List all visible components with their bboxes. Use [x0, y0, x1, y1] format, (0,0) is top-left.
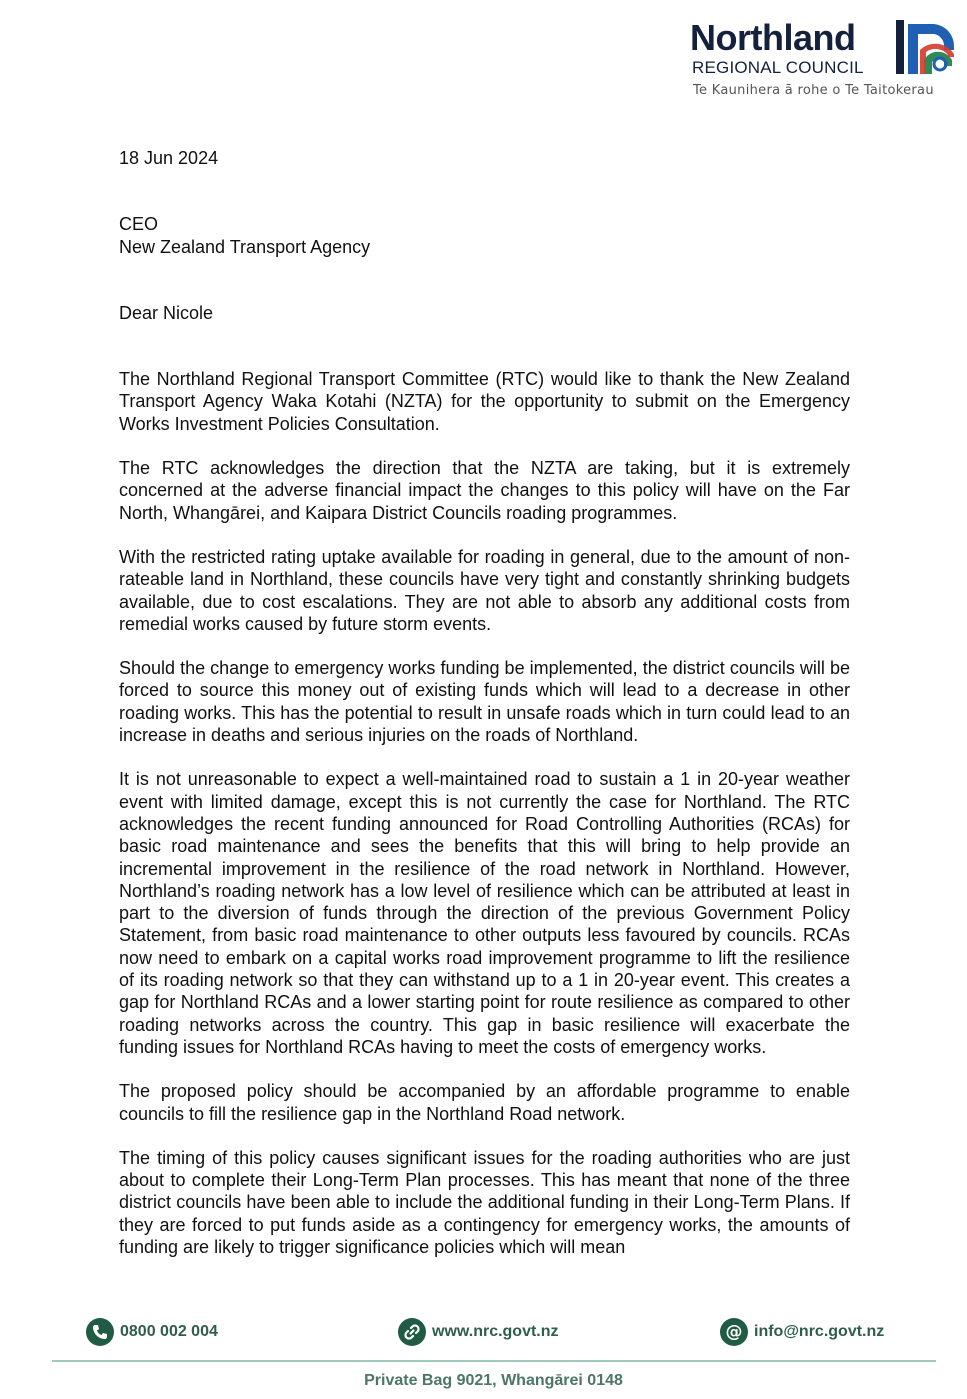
logo-name: Northland [690, 17, 856, 58]
paragraph: Should the change to emergency works funding be implemented, the district councils will be forced to source this money out of existing funds which will lead to a decrease in other roading works. This has the potential to result in unsafe roads which in turn could lead to an increase in deaths and serious injuries on the roads of Northland. [119, 658, 850, 746]
paragraph: The Northland Regional Transport Committee (RTC) would like to thank the New Zealand Transport Agency Waka Kotahi (NZTA) for the opportunity to submit on the Emergency Works Investment Policies Consultation. [119, 369, 850, 434]
footer-website[interactable] [398, 1317, 559, 1347]
footer-address: Private Bag 9021, Whangārei 0148 [364, 1372, 623, 1389]
paragraph: With the restricted rating uptake available for roading in general, due to the amount of non-rateable land in Northland, these councils have very tight and constantly shrinking budgets available, due to cost escalations. They are not able to absorb any additional costs from remedial works caused by future storm events. [119, 546, 850, 634]
salutation: Dear Nicole [119, 302, 214, 323]
email-address: info@nrc.govt.nz [754, 1323, 885, 1340]
paragraph: The proposed policy should be accompanied by an affordable programme to enable councils to fill the resilience gap in the Northland Road network. [119, 1081, 850, 1124]
paragraph: It is not unreasonable to expect a well-maintained road to sustain a 1 in 20-year weather event with limited damage, except this is not currently the case for Northland. The RTC acknowledges the recent funding announced for Road Controlling Authorities (RCAs) for basic road maintenance and sees the benefits that this will bring to help provide an incremental improvement in the resilience of the road network in Northland. However, Northland’s roading network has a low level of resilience which can be attributed at least in part to the diversion of funds through the direction of the previous Government Policy Statement, from basic road maintenance to other outputs less favoured by councils. RCAs now need to embark on a capital works road improvement programme to lift the resilience of its roading network so that they can withstand up to a 1 in 20-year event. This creates a gap for Northland RCAs and a lower starting point for route resilience as compared to other roading networks across the country. This gap in basic resilience will exacerbate the funding issues for Northland RCAs having to meet the costs of emergency works. [119, 769, 850, 1057]
council-logo [690, 16, 958, 106]
phone-icon [86, 1318, 114, 1346]
phone-number: 0800 002 004 [120, 1323, 218, 1340]
footer-divider [52, 1360, 936, 1362]
recipient-block [119, 213, 850, 258]
logo-maori-name: Te Kaunihera ā rohe o Te Taitokerau [693, 83, 934, 98]
website-link: www.nrc.govt.nz [432, 1323, 559, 1340]
letter-date: 18 Jun 2024 [119, 148, 219, 168]
letter-body [119, 147, 850, 1280]
footer-phone[interactable] [86, 1317, 218, 1347]
at-icon: @ [720, 1318, 748, 1346]
logo-mark-icon [894, 16, 956, 78]
footer-contacts [0, 1313, 967, 1353]
logo-subtitle: REGIONAL COUNCIL [692, 58, 864, 77]
link-icon [398, 1318, 426, 1346]
recipient-title: CEO [119, 214, 159, 235]
recipient-organisation: New Zealand Transport Agency [119, 236, 371, 257]
paragraph: The RTC acknowledges the direction that the NZTA are taking, but it is extremely concerned at the adverse financial impact the changes to this policy will have on the Far North, Whangārei, and Kaipara District Councils roading programmes. [119, 458, 850, 523]
paragraph: The timing of this policy causes significant issues for the roading authorities who are just about to complete their Long-Term Plan processes. This has meant that none of the three district councils have been able to include the additional funding in their Long-Term Plans. If they are forced to put funds aside as a contingency for emergency works, the amounts of funding are likely to trigger significance policies which will mean [119, 1147, 850, 1257]
footer-email[interactable] [720, 1317, 884, 1347]
